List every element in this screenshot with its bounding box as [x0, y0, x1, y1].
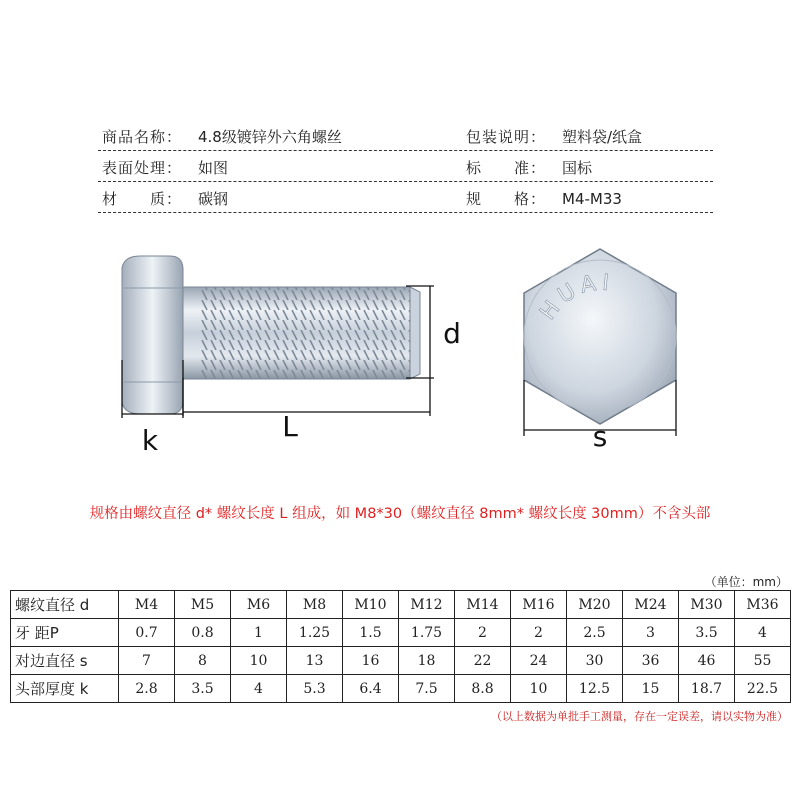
spec-label: 规 格： [466, 190, 547, 208]
table-cell: 1.75 [399, 619, 455, 647]
table-cell: 2 [455, 619, 511, 647]
table-cell: M6 [231, 591, 287, 619]
table-cell: 0.8 [175, 619, 231, 647]
table-cell: 15 [623, 675, 679, 703]
table-cell: 46 [679, 647, 735, 675]
spec-value: 如图 [198, 159, 229, 177]
table-cell: 1.5 [343, 619, 399, 647]
table-row [11, 675, 791, 703]
bolt-head-top-view [524, 249, 676, 424]
table-cell: 4 [231, 675, 287, 703]
table-cell: M5 [175, 591, 231, 619]
row-header: 对边直径 s [11, 647, 119, 675]
table-cell: M10 [343, 591, 399, 619]
spec-label: 材 质： [102, 190, 183, 208]
table-cell: M8 [287, 591, 343, 619]
table-cell: 3.5 [679, 619, 735, 647]
spec-value: 国标 [562, 159, 593, 177]
row-header: 牙 距P [11, 619, 119, 647]
label-L: L [282, 410, 298, 443]
table-cell: 0.7 [119, 619, 175, 647]
measurement-disclaimer: （以上数据为单批手工测量，存在一定误差，请以实物为准） [491, 710, 788, 723]
table-cell: 12.5 [567, 675, 623, 703]
table-cell: 22 [455, 647, 511, 675]
table-cell: 4 [735, 619, 791, 647]
table-row [11, 591, 791, 619]
table-cell: 2 [511, 619, 567, 647]
unit-label: （单位：mm） [704, 575, 788, 589]
table-cell: M30 [679, 591, 735, 619]
spec-value: 4.8级镀锌外六角螺丝 [198, 128, 342, 146]
table-cell: M4 [119, 591, 175, 619]
table-cell: 1.25 [287, 619, 343, 647]
bolt-side-view [122, 256, 420, 414]
row-header: 头部厚度 k [11, 675, 119, 703]
table-cell: 13 [287, 647, 343, 675]
spec-label: 标 准： [466, 159, 547, 177]
table-cell: 16 [343, 647, 399, 675]
label-s: s [592, 420, 608, 453]
table-cell: 8.8 [455, 675, 511, 703]
row-header: 螺纹直径 d [11, 591, 119, 619]
table-cell: 10 [231, 647, 287, 675]
table-cell: M24 [623, 591, 679, 619]
spec-list [98, 120, 713, 213]
label-k: k [141, 424, 159, 457]
table-cell: M12 [399, 591, 455, 619]
head-marking: HUAI [535, 270, 616, 325]
table-cell: M36 [735, 591, 791, 619]
table-cell: 2.5 [567, 619, 623, 647]
spec-format-note: 规格由螺纹直径 d* 螺纹长度 L 组成，如 M8*30（螺纹直径 8mm* 螺纹长度 30mm）不含头部 [89, 506, 711, 522]
table-cell: 7.5 [399, 675, 455, 703]
table-cell: 2.8 [119, 675, 175, 703]
dimension-table [10, 590, 791, 703]
table-cell: M16 [511, 591, 567, 619]
table-cell: 6.4 [343, 675, 399, 703]
table-cell: M14 [455, 591, 511, 619]
spec-row [98, 182, 713, 213]
table-cell: 7 [119, 647, 175, 675]
table-row [11, 619, 791, 647]
table-cell: 24 [511, 647, 567, 675]
bolt-diagram [0, 240, 800, 470]
table-cell: 18 [399, 647, 455, 675]
table-cell: 30 [567, 647, 623, 675]
spec-label: 商品名称： [102, 128, 183, 146]
table-cell: 22.5 [735, 675, 791, 703]
spec-value: 塑料袋/纸盒 [562, 128, 643, 146]
table-cell: 36 [623, 647, 679, 675]
spec-row [98, 151, 713, 182]
spec-value: M4-M33 [562, 190, 622, 208]
table-cell: 8 [175, 647, 231, 675]
table-cell: 18.7 [679, 675, 735, 703]
table-cell: 1 [231, 619, 287, 647]
table-cell: M20 [567, 591, 623, 619]
spec-label: 表面处理： [102, 159, 183, 177]
table-cell: 10 [511, 675, 567, 703]
spec-value: 碳钢 [198, 190, 229, 208]
spec-row [98, 120, 713, 151]
table-cell: 3 [623, 619, 679, 647]
spec-label: 包装说明： [466, 128, 547, 146]
table-cell: 3.5 [175, 675, 231, 703]
table-cell: 5.3 [287, 675, 343, 703]
table-cell: 55 [735, 647, 791, 675]
table-row [11, 647, 791, 675]
label-d: d [443, 317, 461, 350]
